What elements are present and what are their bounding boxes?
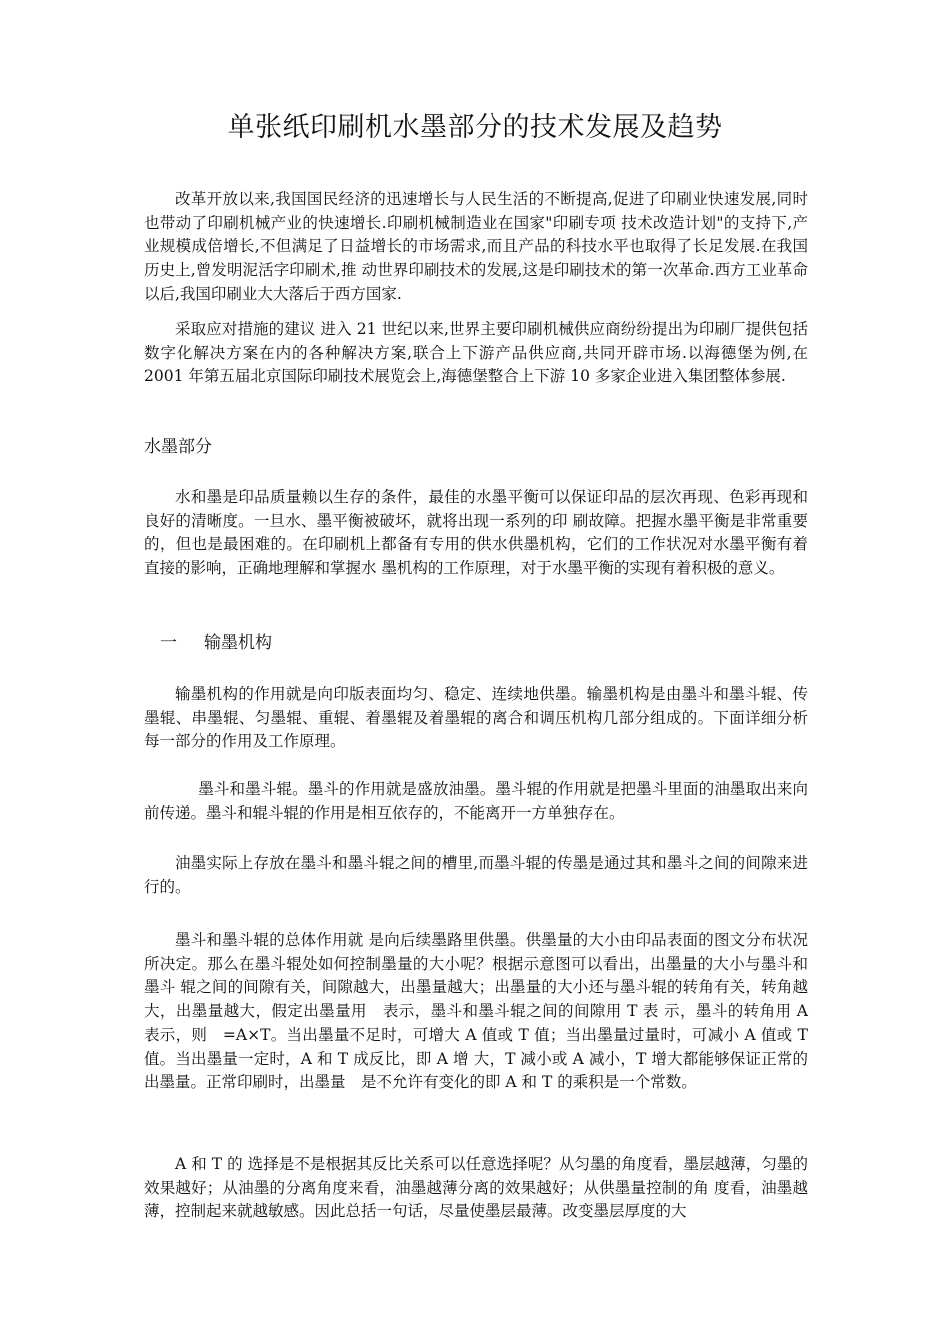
section-number: 一 [160,633,177,653]
inking-paragraph-2: 墨斗和墨斗辊。墨斗的作用就是盛放油墨。墨斗辊的作用就是把墨斗里面的油墨取出来向前传递。墨斗和辊斗辊的作用是相互依存的，不能离开一方单独存在。 [144,780,808,822]
inking-paragraph-3: 油墨实际上存放在墨斗和墨斗辊之间的槽里,而墨斗辊的传墨是通过其和墨斗之间的间隙来进行的。 [144,854,808,896]
intro-paragraph-1: 改革开放以来,我国国民经济的迅速增长与人民生活的不断提高,促进了印刷业快速发展,同时也带动了印刷机械产业的快速增长.印刷机械制造业在国家"印刷专项 技术改造计划"的支持下,产业规模成倍增长,不但满足了日益增长的市场需求,而且产品的科技水平也取得了长足发展.在我国历史上,曾发明泥活字印刷术,推 动世界印刷技术的发展,这是印刷技术的第一次革命.西方工业革命以后,我国印刷业大大落后于西方国家. [144,190,808,303]
intro-paragraph-2: 采取应对措施的建议 进入 21 世纪以来,世界主要印刷机械供应商纷纷提出为印刷厂提供包括数字化解决方案在内的各种解决方案,联合上下游产品供应商,共同开辟市场.以海德堡为例,在 2001 年第五届北京国际印刷技术展览会上,海德堡整合上下游 10 多家企业进入集团整体参展. [144,320,808,386]
section-heading-text: 输墨机构 [204,633,272,653]
inking-paragraph-1: 输墨机构的作用就是向印版表面均匀、稳定、连续地供墨。输墨机构是由墨斗和墨斗辊、传墨辊、串墨辊、匀墨辊、重辊、着墨辊及着墨辊的离合和调压机构几部分组成的。下面详细分析每一部分的作用及工作原理。 [144,685,808,751]
section-heading-water-ink: 水墨部分 [144,437,212,457]
document-title: 单张纸印刷机水墨部分的技术发展及趋势 [227,112,723,143]
water-ink-paragraph: 水和墨是印品质量赖以生存的条件，最佳的水墨平衡可以保证印品的层次再现、色彩再现和良好的清晰度。一旦水、墨平衡被破坏，就将出现一系列的印 刷故障。把握水墨平衡是非常重要的，但也是最困难的。在印刷机上都备有专用的供水供墨机构，它们的工作状况对水墨平衡有着直接的影响，正确地理解和掌握水 墨机构的工作原理，对于水墨平衡的实现有着积极的意义。 [144,488,808,578]
section-heading-inking [160,630,272,656]
inking-paragraph-5: A 和 T 的 选择是不是根据其反比关系可以任意选择呢？从匀墨的角度看，墨层越薄，匀墨的效果越好；从油墨的分离角度来看，油墨越薄分离的效果越好；从供墨量控制的角 度看，油墨越薄，控制起来就越敏感。因此总括一句话，尽量使墨层最薄。改变墨层厚度的大 [144,1155,808,1221]
inking-paragraph-4: 墨斗和墨斗辊的总体作用就 是向后续墨路里供墨。供墨量的大小由印品表面的图文分布状况所决定。那么在墨斗辊处如何控制墨量的大小呢？根据示意图可以看出，出墨量的大小与墨斗和墨斗 辊之间的间隙有关，间隙越大，出墨量越大；出墨量的大小还与墨斗辊的转角有关，转角越大，出墨量越大，假定出墨量用 表示，墨斗和墨斗辊之间的间隙用 T 表 示，墨斗的转角用 A 表示，则 =A×T。当出墨量不足时，可增大 A 值或 T 值；当出墨量过量时，可减小 A 值或 T 值。当出墨量一定时，A 和 T 成反比，即 A 增 大，T 减小或 A 减小，T 增大都能够保证正常的出墨量。正常印刷时，出墨量 是不允许有变化的即 A 和 T 的乘积是一个常数。 [144,931,808,1092]
